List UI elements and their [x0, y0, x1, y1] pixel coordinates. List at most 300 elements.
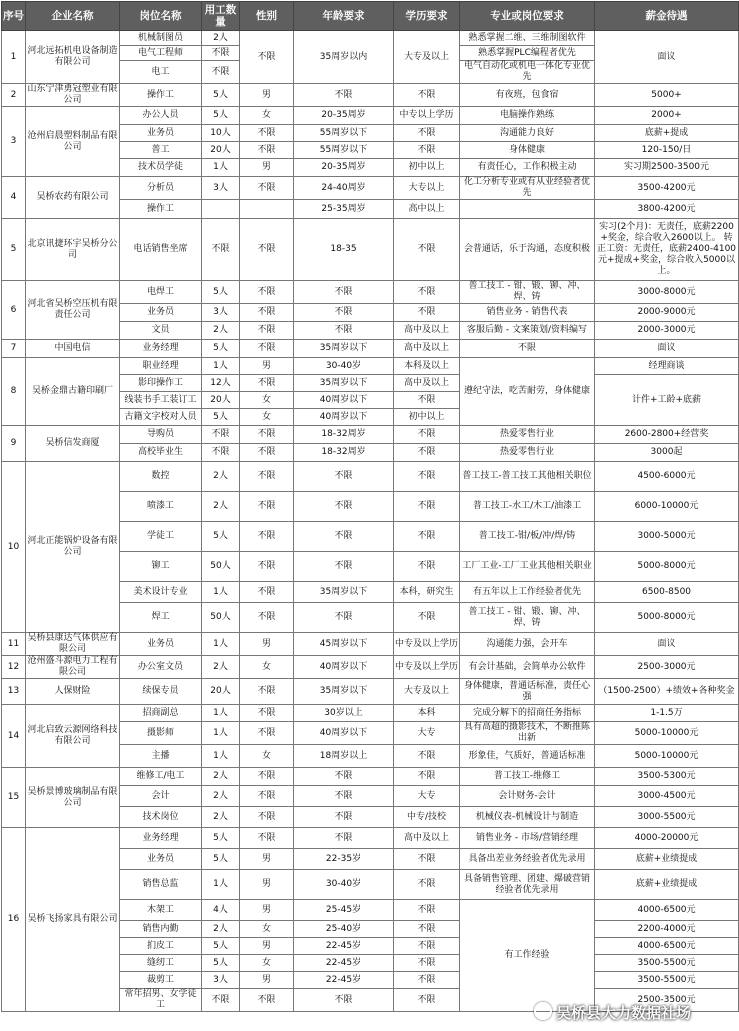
- table-cell: 1人: [202, 633, 240, 656]
- table-cell: 不限: [240, 281, 294, 304]
- table-cell: 14: [2, 705, 26, 768]
- table-cell: 不限: [294, 522, 394, 552]
- col-header-position: 岗位名称: [120, 2, 202, 31]
- table-cell: 16: [2, 828, 26, 1012]
- table-cell: 学徒工: [120, 522, 202, 552]
- table-cell: 会计: [120, 786, 202, 807]
- table-cell: 不限: [394, 768, 460, 786]
- table-cell: 有责任心，工作积极主动: [460, 159, 595, 177]
- table-cell: 完成分解下的招商任务指标: [460, 705, 595, 722]
- table-cell: 不限: [394, 603, 460, 633]
- table-cell: 40周岁以下: [294, 409, 394, 426]
- table-cell: 不限: [294, 768, 394, 786]
- table-cell: 常年招男、女学徒工: [120, 989, 202, 1012]
- table-cell: 普工技工-水工/木工/油漆工: [460, 492, 595, 522]
- table-cell: 不限: [240, 582, 294, 603]
- table-cell: 普工技工-钳/板/冲/焊/铸: [460, 522, 595, 552]
- table-cell: 沟通能力强，会开车: [460, 633, 595, 656]
- table-cell: 沧州启晨塑料制品有限公司: [26, 107, 120, 177]
- table-cell: 数控: [120, 462, 202, 492]
- table-row: [2, 84, 739, 107]
- table-cell: 5000+: [595, 84, 739, 107]
- table-cell: 2人: [202, 768, 240, 786]
- table-cell: 不限: [394, 142, 460, 159]
- table-cell: 20人: [202, 142, 240, 159]
- table-cell: 5人: [202, 522, 240, 552]
- table-cell: 5000-8000元: [595, 603, 739, 633]
- table-cell: 职业经理: [120, 358, 202, 375]
- table-cell: 18-32周岁: [294, 426, 394, 444]
- table-cell: 普工技工 - 钳、锻、铆、冲、焊、铸: [460, 603, 595, 633]
- table-cell: 女: [240, 107, 294, 125]
- table-row: [2, 426, 739, 444]
- table-cell: 实习期2500-3500元: [595, 159, 739, 177]
- table-cell: 不限: [240, 304, 294, 322]
- table-cell: 销售内勤: [120, 921, 202, 938]
- table-cell: 不限: [202, 989, 240, 1012]
- table-cell: 不限: [294, 989, 394, 1012]
- table-cell: 不限: [240, 322, 294, 340]
- table-cell: 不限: [294, 281, 394, 304]
- col-header-age: 年龄要求: [294, 2, 394, 31]
- table-row: [2, 177, 739, 200]
- table-cell: （1500-2500）+绩效+各种奖金: [595, 679, 739, 705]
- table-cell: 形象佳，气质好，普通话标准: [460, 745, 595, 768]
- table-cell: 女: [240, 392, 294, 409]
- table-cell: 电话销售坐席: [120, 219, 202, 281]
- table-cell: 计件+工龄+底薪: [595, 375, 739, 426]
- table-cell: 1: [2, 31, 26, 84]
- table-row: [2, 679, 739, 705]
- table-cell: 不限: [240, 125, 294, 142]
- table-cell: 底薪+业绩提成: [595, 849, 739, 870]
- table-cell: 不限: [394, 870, 460, 900]
- table-cell: 不限: [394, 426, 460, 444]
- table-cell: 20人: [202, 392, 240, 409]
- table-cell: 具备销售管理、团建、爆破营销经验者优先录用: [460, 870, 595, 900]
- table-cell: 男: [240, 870, 294, 900]
- table-cell: 具备出差业务经验者优先录用: [460, 849, 595, 870]
- table-cell: 不限: [394, 955, 460, 972]
- table-cell: 3000-8000元: [595, 281, 739, 304]
- table-cell: 不限: [394, 462, 460, 492]
- table-cell: 不限: [202, 219, 240, 281]
- table-cell: 女: [240, 955, 294, 972]
- table-cell: 男: [240, 358, 294, 375]
- table-cell: 不限: [294, 552, 394, 582]
- table-cell: 山东宁津勇冠塑业有限公司: [27, 84, 118, 105]
- table-cell: 面议: [595, 340, 739, 358]
- table-cell: 扪皮工: [120, 938, 202, 955]
- table-cell: 初中以上: [394, 409, 460, 426]
- table-row: [2, 705, 739, 722]
- table-cell: 办公人员: [120, 107, 202, 125]
- table-cell: 业务员: [120, 633, 202, 656]
- col-header-education: 学历要求: [394, 2, 460, 31]
- table-cell: 普工技工-维修工: [460, 768, 595, 786]
- table-row: [2, 462, 739, 492]
- table-cell: 1人: [202, 705, 240, 722]
- table-cell: 2人: [202, 656, 240, 679]
- table-cell: 男: [240, 84, 294, 107]
- table-cell: 55周岁以下: [294, 125, 394, 142]
- table-cell: 5000-10000元: [595, 722, 739, 745]
- table-cell: 会计财务-会计: [460, 786, 595, 807]
- table-cell: 30岁以上: [294, 705, 394, 722]
- table-cell: 遵纪守法，吃苦耐劳，身体健康: [460, 358, 595, 426]
- table-cell: 2500-3500元: [595, 989, 739, 1012]
- table-cell: 大专以上: [394, 177, 460, 200]
- table-cell: 河北远拓机电设备制造有限公司: [26, 31, 120, 84]
- table-cell: 实习(2个月)：无责任，底薪2200+奖金，综合收入2600以上。 转正工资：无责任，底薪2400-4100元+提成+奖金，综合收入5000以上。: [595, 219, 739, 281]
- table-row: [2, 656, 739, 679]
- table-cell: 中专/技校: [394, 807, 460, 828]
- table-cell: 分析员: [120, 177, 202, 200]
- watermark-text: 吴桥县大力数据社场: [555, 1004, 691, 1022]
- table-cell: 2人: [202, 462, 240, 492]
- table-cell: 大专: [394, 722, 460, 745]
- table-cell: 不限: [240, 444, 294, 462]
- table-cell: 不限: [294, 84, 394, 107]
- table-cell: 3500-5300元: [595, 768, 739, 786]
- table-cell: 普工技工 - 钳、锻、铆、冲、焊、铸: [460, 281, 595, 304]
- table-cell: 9: [2, 426, 26, 462]
- table-cell: 3500-5500元: [595, 955, 739, 972]
- table-cell: 不限: [240, 375, 294, 392]
- table-row: [2, 31, 739, 46]
- table-cell: 销售总监: [120, 870, 202, 900]
- table-cell: 1人: [202, 159, 240, 177]
- table-cell: 机械制图员: [120, 31, 202, 46]
- table-cell: 5人: [202, 107, 240, 125]
- table-cell: 3500-4200元: [595, 177, 739, 200]
- wechat-logo-icon: [534, 1002, 552, 1020]
- table-cell: 2人: [202, 807, 240, 828]
- table-cell: 3000起: [595, 444, 739, 462]
- table-cell: 不限: [394, 125, 460, 142]
- table-body: [2, 31, 739, 1012]
- table-cell: 不限: [394, 552, 460, 582]
- table-cell: 不限: [240, 786, 294, 807]
- table-cell: 沧州盛斗源电力工程有限公司: [27, 656, 118, 677]
- table-cell: 18-32周岁: [294, 444, 394, 462]
- table-cell: 22-45岁: [294, 955, 394, 972]
- table-cell: 50人: [202, 552, 240, 582]
- table-cell: 不限: [394, 972, 460, 989]
- table-cell: 不限: [394, 304, 460, 322]
- table-cell: 2000-9000元: [595, 304, 739, 322]
- table-cell: 电气自动化或机电一体化专业优先: [460, 61, 595, 84]
- table-cell: 不限: [240, 462, 294, 492]
- table-cell: 35周岁以内: [294, 31, 394, 84]
- table-cell: 机械仪表-机械设计与制造: [460, 807, 595, 828]
- table-cell: 吴桥县康达气体供应有限公司: [27, 633, 118, 654]
- table-cell: 普工: [120, 142, 202, 159]
- table-cell: 1人: [202, 358, 240, 375]
- table-cell: 4000-6500元: [595, 900, 739, 921]
- table-cell: 不限: [394, 84, 460, 107]
- col-header-gender: 性别: [240, 2, 294, 31]
- table-cell: 熟悉掌握PLC编程者优先: [460, 46, 595, 61]
- table-cell: 1-1.5万: [595, 705, 739, 722]
- table-cell: 不限: [240, 722, 294, 745]
- table-cell: 不限: [394, 900, 460, 921]
- table-cell: 工厂工业-工厂工业其他相关职业: [460, 552, 595, 582]
- table-cell: 5人: [202, 828, 240, 849]
- table-cell: 不限: [240, 142, 294, 159]
- table-cell: 35周岁以下: [294, 340, 394, 358]
- table-cell: 不限: [240, 177, 294, 200]
- table-cell: 技术员学徒: [120, 159, 202, 177]
- table-cell: 10人: [202, 125, 240, 142]
- table-cell: 45周岁以下: [294, 633, 394, 656]
- table-cell: 影印操作工: [120, 375, 202, 392]
- table-cell: 1人: [202, 722, 240, 745]
- table-row: [2, 358, 739, 375]
- table-cell: 不限: [394, 938, 460, 955]
- table-cell: 经理商谈: [595, 358, 739, 375]
- table-cell: 1人: [202, 745, 240, 768]
- table-row: [2, 340, 739, 358]
- table-cell: 业务员: [120, 849, 202, 870]
- table-cell: 熟悉掌握二维、三维制图软件: [460, 31, 595, 46]
- table-cell: 焊工: [120, 603, 202, 633]
- table-cell: 不限: [394, 849, 460, 870]
- table-cell: 本科: [394, 705, 460, 722]
- table-cell: 不限: [294, 304, 394, 322]
- table-cell: 5人: [202, 281, 240, 304]
- table-cell: 40周岁以下: [294, 656, 394, 679]
- table-cell: 电焊工: [120, 281, 202, 304]
- table-cell: 2000+: [595, 107, 739, 125]
- table-cell: 不限: [394, 745, 460, 768]
- table-cell: 女: [240, 921, 294, 938]
- table-cell: 业务员: [120, 304, 202, 322]
- table-cell: 大专: [394, 786, 460, 807]
- table-cell: 高中及以上: [394, 375, 460, 392]
- table-cell: 男: [240, 900, 294, 921]
- table-cell: 身体健康: [460, 142, 595, 159]
- table-cell: 5人: [202, 938, 240, 955]
- table-cell: 22-45岁: [294, 972, 394, 989]
- table-cell: 3000-5000元: [595, 522, 739, 552]
- table-cell: 25-40岁: [294, 921, 394, 938]
- table-cell: 吴桥飞扬家具有限公司: [26, 828, 120, 1012]
- table-cell: 不限: [240, 989, 294, 1012]
- table-cell: 喷漆工: [120, 492, 202, 522]
- watermark: [534, 1002, 691, 1023]
- table-cell: 2000-3000元: [595, 322, 739, 340]
- table-cell: 2人: [202, 492, 240, 522]
- table-cell: 高中以上: [394, 200, 460, 219]
- table-cell: 13: [2, 679, 26, 705]
- table-cell: 缝纫工: [120, 955, 202, 972]
- table-cell: 普工技工-普工技工其他相关职位: [460, 462, 595, 492]
- table-cell: 2600-2800+经营奖: [595, 426, 739, 444]
- table-cell: 20-35周岁: [294, 107, 394, 125]
- table-cell: 3人: [202, 972, 240, 989]
- table-cell: 美术设计专业: [120, 582, 202, 603]
- table-cell: 销售业务 - 销售代表: [460, 304, 595, 322]
- table-cell: 22-35岁: [294, 849, 394, 870]
- table-cell: 4000-20000元: [595, 828, 739, 849]
- table-cell: 30-40岁: [294, 358, 394, 375]
- col-header-headcount: 用工数量: [202, 2, 240, 31]
- table-cell: 18周岁以上: [294, 745, 394, 768]
- table-cell: 20-35周岁: [294, 159, 394, 177]
- table-cell: 2人: [202, 322, 240, 340]
- table-cell: [202, 200, 240, 219]
- table-cell: 35周岁以下: [294, 679, 394, 705]
- table-cell: 2人: [202, 31, 240, 46]
- table-cell: 线装书手工装订工: [120, 392, 202, 409]
- table-cell: 不限: [240, 522, 294, 552]
- table-cell: 大专及以上: [394, 679, 460, 705]
- table-cell: 4500-6000元: [595, 462, 739, 492]
- table-cell: 本科，研究生: [394, 582, 460, 603]
- table-cell: 底薪+业绩提成: [595, 870, 739, 900]
- table-cell: 1人: [202, 582, 240, 603]
- table-cell: 5人: [202, 340, 240, 358]
- table-cell: 中国电信: [26, 340, 120, 358]
- col-header-requirements: 专业或岗位要求: [460, 2, 595, 31]
- table-cell: 技术岗位: [120, 807, 202, 828]
- table-cell: 有工作经验: [460, 900, 595, 1012]
- table-cell: 不限: [394, 444, 460, 462]
- job-table: [1, 1, 739, 1012]
- table-cell: 不限: [202, 444, 240, 462]
- table-cell: 不限: [394, 392, 460, 409]
- table-cell: 不限: [394, 219, 460, 281]
- table-cell: 不限: [240, 492, 294, 522]
- table-cell: 河北正能锅炉设备有限公司: [26, 462, 120, 633]
- table-cell: 维修工/电工: [120, 768, 202, 786]
- table-cell: 会普通话，乐于沟通，态度积极: [460, 219, 595, 281]
- table-cell: 业务员: [120, 125, 202, 142]
- table-cell: 男: [240, 849, 294, 870]
- table-cell: 2人: [202, 786, 240, 807]
- table-cell: 3000-5500元: [595, 807, 739, 828]
- table-cell: 7: [2, 340, 26, 358]
- table-cell: 底薪+提成: [595, 125, 739, 142]
- table-cell: 不限: [240, 552, 294, 582]
- table-cell: 不限: [240, 603, 294, 633]
- table-cell: 业务经理: [120, 828, 202, 849]
- table-cell: 电工: [120, 61, 202, 84]
- table-cell: 河北启致云源网络科技有限公司: [26, 705, 120, 768]
- table-cell: 不限: [202, 46, 240, 61]
- table-cell: 男: [240, 938, 294, 955]
- table-cell: 10: [2, 462, 26, 633]
- table-cell: 不限: [240, 426, 294, 444]
- table-cell: 女: [240, 656, 294, 679]
- table-cell: 12: [2, 656, 26, 679]
- table-cell: 面议: [595, 31, 739, 84]
- table-cell: 50人: [202, 603, 240, 633]
- header-row: [2, 2, 739, 31]
- table-cell: 3500-5500元: [595, 972, 739, 989]
- table-cell: 3人: [202, 177, 240, 200]
- table-cell: 高中及以上: [394, 828, 460, 849]
- table-cell: 不限: [394, 921, 460, 938]
- table-cell: 不限: [240, 768, 294, 786]
- table-cell: 不限: [294, 492, 394, 522]
- table-cell: 操作工: [120, 200, 202, 219]
- table-cell: 男: [240, 633, 294, 656]
- table-row: [2, 107, 739, 125]
- table-cell: 不限: [202, 61, 240, 84]
- table-cell: [240, 200, 294, 219]
- table-cell: 3800-4200元: [595, 200, 739, 219]
- table-cell: 6000-10000元: [595, 492, 739, 522]
- col-header-company: 企业名称: [26, 2, 120, 31]
- table-cell: 4: [2, 177, 26, 219]
- table-cell: 吴桥信发商厦: [26, 426, 120, 462]
- table-cell: 5人: [202, 409, 240, 426]
- table-cell: 河北省吴桥空压机有限责任公司: [26, 281, 120, 340]
- table-cell: 电脑操作熟练: [460, 107, 595, 125]
- table-cell: 大专及以上: [394, 31, 460, 84]
- table-cell: 4000-6500元: [595, 938, 739, 955]
- table-cell: 不限: [394, 522, 460, 552]
- table-cell: 电气工程师: [120, 46, 202, 61]
- table-cell: 22-45岁: [294, 938, 394, 955]
- table-cell: 3人: [202, 304, 240, 322]
- table-cell: 不限: [240, 219, 294, 281]
- table-cell: 3000-4500元: [595, 786, 739, 807]
- table-cell: 本科及以上: [394, 358, 460, 375]
- table-row: [2, 281, 739, 304]
- table-cell: 不限: [240, 705, 294, 722]
- table-cell: 高校毕业生: [120, 444, 202, 462]
- table-cell: 女: [240, 409, 294, 426]
- table-cell: 20人: [202, 679, 240, 705]
- table-cell: 木架工: [120, 900, 202, 921]
- table-cell: 具有高超的摄影技术，不断推陈出新: [460, 722, 595, 745]
- table-cell: 吴桥金鼎古籍印刷厂: [26, 358, 120, 426]
- table-cell: 中专以上学历: [394, 107, 460, 125]
- table-row: [2, 633, 739, 656]
- table-cell: 摄影师: [120, 722, 202, 745]
- table-cell: 销售业务 - 市场/营销经理: [460, 828, 595, 849]
- table-cell: 4人: [202, 900, 240, 921]
- table-cell: 客服后勤 - 文案策划/资料编写: [460, 322, 595, 340]
- table-cell: [460, 200, 595, 219]
- table-cell: 不限: [294, 603, 394, 633]
- table-cell: 人保财险: [26, 679, 120, 705]
- table-cell: 不限: [394, 989, 460, 1012]
- table-cell: 有会计基础，会简单办公软件: [460, 656, 595, 679]
- table-cell: 15: [2, 768, 26, 828]
- table-cell: 办公室文员: [120, 656, 202, 679]
- table-cell: 5000-10000元: [595, 745, 739, 768]
- table-cell: 不限: [240, 679, 294, 705]
- table-cell: 续保专员: [120, 679, 202, 705]
- table-cell: 6500-8500: [595, 582, 739, 603]
- table-cell: 化工分析专业或有从业经验者优先: [460, 177, 595, 200]
- table-cell: 不限: [460, 340, 595, 358]
- table-cell: 古籍文字校对人员: [120, 409, 202, 426]
- table-cell: 11: [2, 633, 26, 656]
- table-cell: 女: [240, 745, 294, 768]
- table-cell: 不限: [240, 31, 294, 84]
- table-cell: 文员: [120, 322, 202, 340]
- table-cell: 5人: [202, 955, 240, 972]
- table-cell: 面议: [595, 633, 739, 656]
- table-cell: 2200-4000元: [595, 921, 739, 938]
- table-row: [2, 828, 739, 849]
- table-cell: 吴桥农药有限公司: [26, 177, 120, 219]
